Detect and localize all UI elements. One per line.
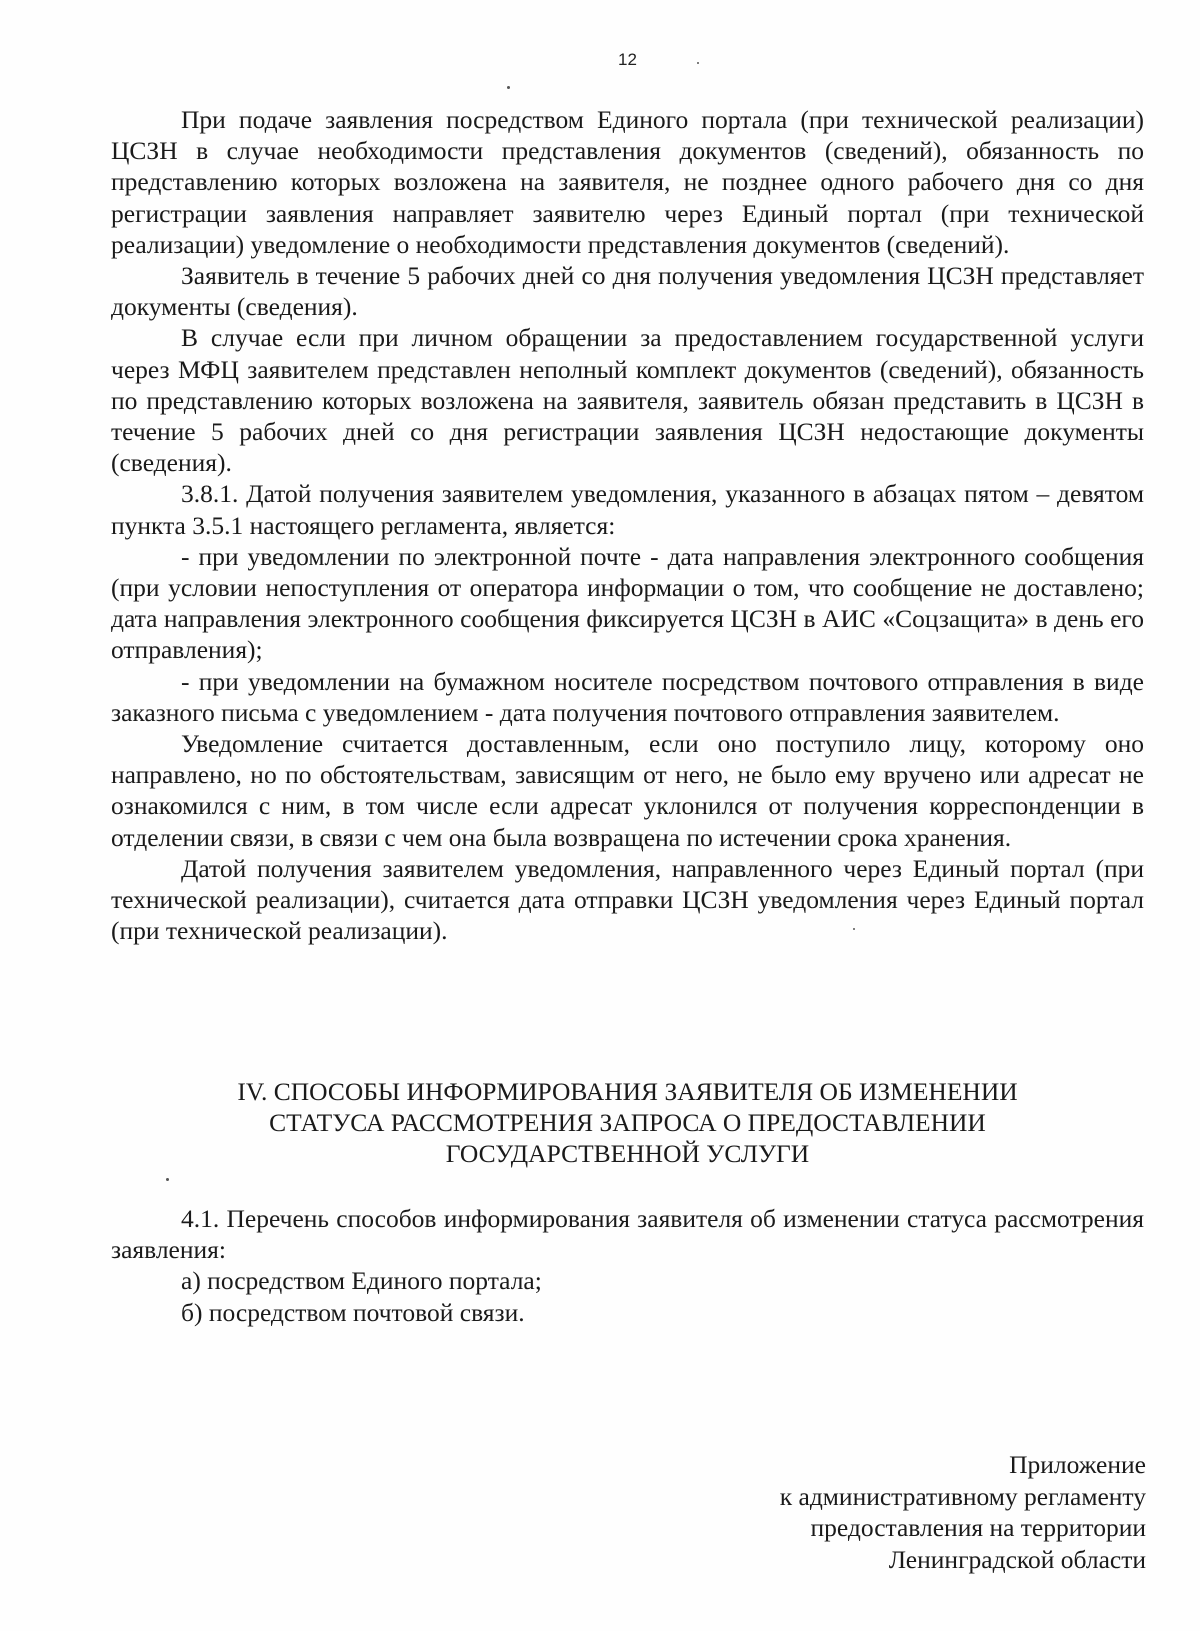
- scan-speck: [507, 86, 510, 89]
- paragraph-paper-notice: - при уведомлении на бумажном носителе посредством почтового отправления в виде заказного письма с уведомлением - дата получения почтового отправления заявителем.: [111, 666, 1144, 727]
- appendix-note: [780, 1449, 1146, 1575]
- paragraph-delivered-notice: Уведомление считается доставленным, если оно поступило лицу, которому оно направлено, но по обстоятельствам, зависящим от него, не было ему вручено или адресат не ознакомился с ним, в том числе если адресат уклонился от получения корреспонденции в отделении связи, в связи с чем она была возвращена по истечении срока хранения.: [111, 729, 1144, 852]
- appendix-line: Ленинградской области: [888, 1544, 1146, 1574]
- paragraph-3-8-1: 3.8.1. Датой получения заявителем уведомления, указанного в абзацах пятом – девятом пункта 3.5.1 настоящего регламента, является:: [111, 479, 1144, 540]
- main-text: [111, 104, 1144, 946]
- section-heading-line: ГОСУДАРСТВЕННОЙ УСЛУГИ: [445, 1139, 810, 1169]
- section-heading-line: СТАТУСА РАССМОТРЕНИЯ ЗАПРОСА О ПРЕДОСТАВЛЕНИИ: [269, 1108, 986, 1138]
- paragraph-applicant-deadline: Заявитель в течение 5 рабочих дней со дня получения уведомления ЦСЗН представляет документы (сведения).: [111, 261, 1144, 322]
- section-heading: [111, 1076, 1144, 1170]
- paragraph-portal-date: Датой получения заявителем уведомления, направленного через Единый портал (при технической реализации), считается дата отправки ЦСЗН уведомления через Единый портал (при технической реализации).: [111, 853, 1144, 946]
- section-body: [111, 1203, 1144, 1328]
- list-item-portal: а) посредством Единого портала;: [181, 1266, 542, 1296]
- paragraph-4-1: 4.1. Перечень способов информирования заявителя об изменении статуса рассмотрения заявления:: [111, 1204, 1144, 1265]
- section-heading-line: IV. СПОСОБЫ ИНФОРМИРОВАНИЯ ЗАЯВИТЕЛЯ ОБ ИЗМЕНЕНИИ: [237, 1077, 1018, 1106]
- page-number: 12: [618, 50, 637, 69]
- paragraph-email-notice: - при уведомлении по электронной почте - дата направления электронного сообщения (при условии непоступления от оператора информации о том, что сообщение не доставлено; дата направления электронного сообщения фиксируется ЦСЗН в АИС «Соцзащита» в день его отправления);: [111, 541, 1144, 665]
- scan-speck: [853, 928, 855, 930]
- list-item-post: б) посредством почтовой связи.: [181, 1297, 525, 1327]
- appendix-line: предоставления на территории: [810, 1513, 1146, 1542]
- paragraph-mfc-incomplete: В случае если при личном обращении за предоставлением государственной услуги через МФЦ заявителем представлен неполный комплект документов (сведений), обязанность по представлению которых возложена на заявителя, заявитель обязан представить в ЦСЗН в течение 5 рабочих дней со дня регистрации заявления ЦСЗН недостающие документы (сведения).: [111, 323, 1144, 478]
- scan-speck: [697, 62, 699, 64]
- paragraph-portal-notice: При подаче заявления посредством Единого портала (при технической реализации) ЦСЗН в случае необходимости представления документов (сведений), обязанность по представлению которых возложена на заявителя, не позднее одного рабочего дня со дня регистрации заявления направляет заявителю через Единый портал (при технической реализации) уведомление о необходимости представления документов (сведений).: [111, 105, 1144, 259]
- scan-speck: [166, 1178, 169, 1181]
- appendix-line: к административному регламенту: [779, 1481, 1146, 1511]
- appendix-line: Приложение: [1009, 1450, 1146, 1479]
